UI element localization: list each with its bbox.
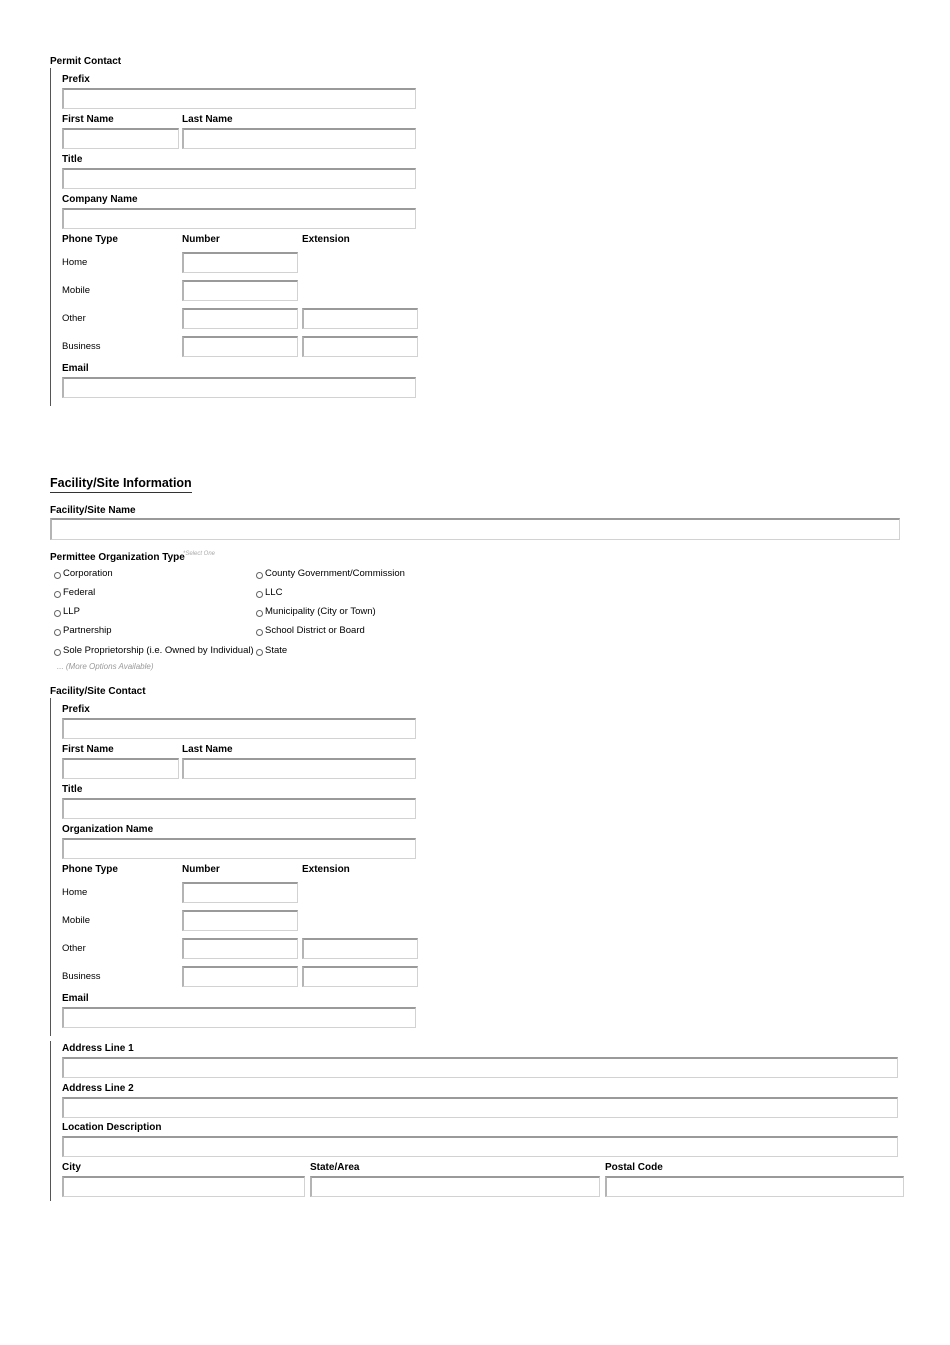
- other-extension-input[interactable]: [302, 308, 418, 329]
- prefix-input[interactable]: [62, 88, 416, 109]
- extension-label: Extension: [302, 234, 350, 245]
- address-line-1-label: Address Line 1: [62, 1043, 134, 1054]
- phone-type-home: Home: [62, 257, 88, 268]
- site-other-extension-input[interactable]: [302, 938, 418, 959]
- site-last-name-input[interactable]: [182, 758, 416, 779]
- state-area-input[interactable]: [310, 1176, 600, 1197]
- more-options-link[interactable]: ... (More Options Available): [57, 662, 154, 671]
- site-contact-bracket: [50, 698, 51, 1036]
- option-label-corporation: Corporation: [63, 568, 113, 579]
- radio-llp[interactable]: [54, 610, 61, 617]
- business-extension-input[interactable]: [302, 336, 418, 357]
- phone-type-business: Business: [62, 341, 101, 352]
- address-line-2-label: Address Line 2: [62, 1083, 134, 1094]
- radio-county-government[interactable]: [256, 572, 263, 579]
- address-bracket: [50, 1041, 51, 1201]
- city-input[interactable]: [62, 1176, 305, 1197]
- site-title-input[interactable]: [62, 798, 416, 819]
- site-business-number-input[interactable]: [182, 966, 298, 987]
- other-number-input[interactable]: [182, 308, 298, 329]
- postal-code-label: Postal Code: [605, 1162, 663, 1173]
- radio-llc[interactable]: [256, 591, 263, 598]
- org-type-label: Permittee Organization Type: [50, 552, 185, 563]
- site-phone-type-other: Other: [62, 943, 86, 954]
- radio-school-district[interactable]: [256, 629, 263, 636]
- address-line-1-input[interactable]: [62, 1057, 898, 1078]
- permit-contact-heading: Permit Contact: [50, 56, 122, 67]
- site-business-extension-input[interactable]: [302, 966, 418, 987]
- site-first-name-input[interactable]: [62, 758, 179, 779]
- number-label: Number: [182, 234, 220, 245]
- phone-type-mobile: Mobile: [62, 285, 90, 296]
- org-type-hint: *Select One: [183, 551, 216, 557]
- option-label-county-government: County Government/Commission: [265, 568, 405, 579]
- site-mobile-number-input[interactable]: [182, 910, 298, 931]
- business-number-input[interactable]: [182, 336, 298, 357]
- postal-code-input[interactable]: [605, 1176, 904, 1197]
- site-home-number-input[interactable]: [182, 882, 298, 903]
- first-name-label: First Name: [62, 114, 114, 125]
- facility-name-input[interactable]: [50, 518, 900, 540]
- site-extension-label: Extension: [302, 864, 350, 875]
- radio-federal[interactable]: [54, 591, 61, 598]
- phone-type-other: Other: [62, 313, 86, 324]
- site-number-label: Number: [182, 864, 220, 875]
- site-email-label: Email: [62, 993, 89, 1004]
- first-name-input[interactable]: [62, 128, 179, 149]
- site-phone-type-label: Phone Type: [62, 864, 118, 875]
- email-input[interactable]: [62, 377, 416, 398]
- radio-municipality[interactable]: [256, 610, 263, 617]
- site-last-name-label: Last Name: [182, 744, 233, 755]
- option-label-sole-proprietorship: Sole Proprietorship (i.e. Owned by Individual): [63, 645, 254, 656]
- site-first-name-label: First Name: [62, 744, 114, 755]
- facility-section-title: Facility/Site Information: [50, 476, 192, 493]
- site-contact-heading: Facility/Site Contact: [50, 686, 146, 697]
- site-phone-type-business: Business: [62, 971, 101, 982]
- option-label-municipality: Municipality (City or Town): [265, 606, 376, 617]
- company-name-input[interactable]: [62, 208, 416, 229]
- site-prefix-input[interactable]: [62, 718, 416, 739]
- city-label: City: [62, 1162, 81, 1173]
- option-label-state: State: [265, 645, 288, 656]
- email-label: Email: [62, 363, 89, 374]
- site-title-label: Title: [62, 784, 83, 795]
- radio-state[interactable]: [256, 649, 263, 656]
- radio-sole-proprietorship[interactable]: [54, 649, 61, 656]
- permit-contact-bracket: [50, 68, 51, 406]
- site-phone-type-home: Home: [62, 887, 88, 898]
- site-prefix-label: Prefix: [62, 704, 90, 715]
- radio-partnership[interactable]: [54, 629, 61, 636]
- facility-name-label: Facility/Site Name: [50, 505, 136, 516]
- organization-name-input[interactable]: [62, 838, 416, 859]
- mobile-number-input[interactable]: [182, 280, 298, 301]
- option-label-partnership: Partnership: [63, 625, 112, 636]
- prefix-label: Prefix: [62, 74, 90, 85]
- title-input[interactable]: [62, 168, 416, 189]
- option-label-llc: LLC: [265, 587, 283, 598]
- title-label: Title: [62, 154, 83, 165]
- site-phone-type-mobile: Mobile: [62, 915, 90, 926]
- home-number-input[interactable]: [182, 252, 298, 273]
- location-description-input[interactable]: [62, 1136, 898, 1157]
- site-other-number-input[interactable]: [182, 938, 298, 959]
- location-description-label: Location Description: [62, 1122, 162, 1133]
- address-line-2-input[interactable]: [62, 1097, 898, 1118]
- option-label-llp: LLP: [63, 606, 80, 617]
- last-name-input[interactable]: [182, 128, 416, 149]
- phone-type-label: Phone Type: [62, 234, 118, 245]
- last-name-label: Last Name: [182, 114, 233, 125]
- site-email-input[interactable]: [62, 1007, 416, 1028]
- state-area-label: State/Area: [310, 1162, 360, 1173]
- radio-corporation[interactable]: [54, 572, 61, 579]
- option-label-school-district: School District or Board: [265, 625, 365, 636]
- organization-name-label: Organization Name: [62, 824, 154, 835]
- company-name-label: Company Name: [62, 194, 138, 205]
- option-label-federal: Federal: [63, 587, 96, 598]
